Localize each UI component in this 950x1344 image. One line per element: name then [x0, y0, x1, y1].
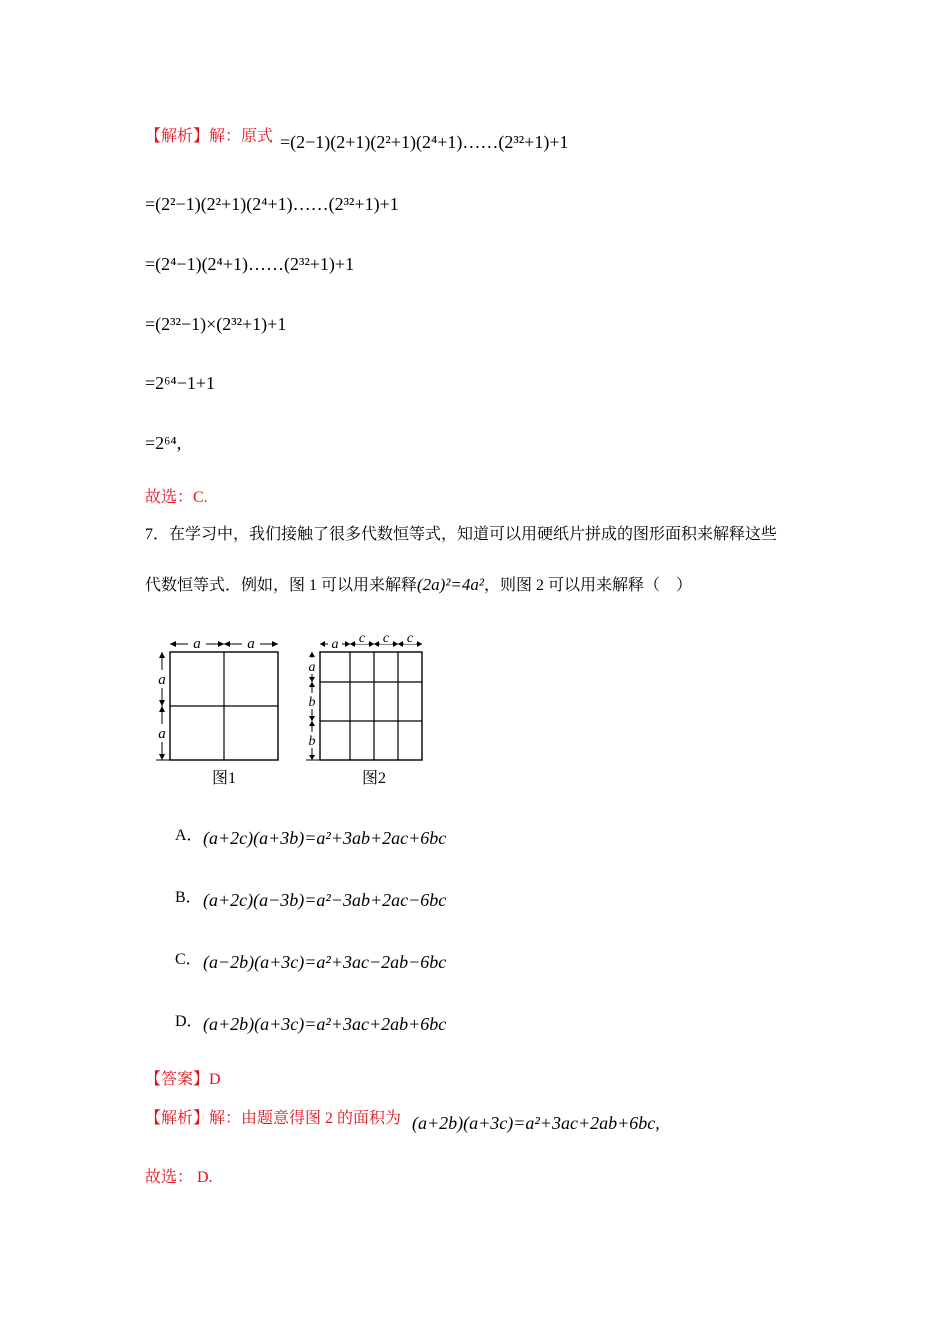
solution-step-5: =2⁶⁴−1+1	[145, 373, 216, 393]
option-a-formula[interactable]: (a+2c)(a+3b)=a²+3ab+2ac+6bc	[203, 828, 447, 848]
fig2-top-label: c	[406, 631, 414, 646]
solution7-answer-value: D.	[197, 1169, 213, 1186]
option-a-letter[interactable]: A．	[175, 827, 203, 844]
solution-label: 【解析】解：原式	[145, 128, 274, 145]
fig1-caption: 图1	[211, 770, 237, 787]
option-d-formula[interactable]: (a+2b)(a+3c)=a²+3ac+2ab+6bc	[203, 1014, 447, 1034]
solution-answer: 故选：C.	[145, 489, 208, 506]
solution7-answer-label: 故选：	[145, 1169, 194, 1186]
fig1-left-label: a	[158, 726, 166, 742]
question-prefix: 代数恒等式．例如，图 1 可以用来解释	[145, 577, 418, 594]
answer-value: D	[209, 1071, 221, 1088]
fig1-top-label: a	[247, 636, 255, 652]
fig1-top-label: a	[193, 636, 201, 652]
fig1-left-label: a	[158, 672, 166, 688]
option-c-formula[interactable]: (a−2b)(a+3c)=a²+3ac−2ab−6bc	[203, 952, 447, 972]
question-formula: (2a)²=4a²	[417, 575, 485, 594]
solution7-formula: (a+2b)(a+3c)=a²+3ac+2ab+6bc,	[412, 1113, 660, 1133]
figure-2	[306, 631, 422, 787]
fig2-left-label: a	[308, 660, 316, 675]
fig2-top-label: c	[358, 631, 366, 646]
fig2-top-label: c	[382, 631, 390, 646]
question-text-line2	[145, 572, 692, 595]
fig2-left-label: b	[308, 734, 316, 749]
option-b-formula[interactable]: (a+2c)(a−3b)=a²−3ab+2ac−6bc	[203, 890, 447, 910]
solution7-answer	[145, 1164, 213, 1187]
option-c-letter[interactable]: C．	[175, 951, 202, 968]
fig2-top-label: a	[331, 637, 339, 652]
question-suffix: ，则图 2 可以用来解释（ ）	[484, 577, 693, 594]
solution-step-2: =(2²−1)(2²+1)(2⁴+1)……(2³²+1)+1	[145, 194, 399, 214]
solution-step-6: =2⁶⁴,	[145, 433, 182, 453]
figure-1	[155, 636, 278, 787]
solution-step-3: =(2⁴−1)(2⁴+1)……(2³²+1)+1	[145, 254, 355, 274]
option-b-letter[interactable]: B．	[175, 889, 202, 906]
solution-step-1: =(2−1)(2+1)(2²+1)(2⁴+1)……(2³²+1)+1	[280, 132, 569, 152]
answer-line	[145, 1066, 221, 1089]
answer-label: 【答案】	[145, 1071, 210, 1088]
fig2-left-label: b	[308, 695, 316, 710]
solution-step-4: =(2³²−1)×(2³²+1)+1	[145, 314, 287, 334]
fig2-caption: 图2	[361, 770, 387, 787]
figures	[150, 630, 450, 795]
option-d-letter[interactable]: D．	[175, 1013, 203, 1030]
question-text-line1: 7．在学习中，我们接触了很多代数恒等式，知道可以用硬纸片拼成的图形面积来解释这些	[145, 526, 778, 543]
solution7-label: 【解析】解：由题意得图 2 的面积为	[145, 1110, 402, 1127]
